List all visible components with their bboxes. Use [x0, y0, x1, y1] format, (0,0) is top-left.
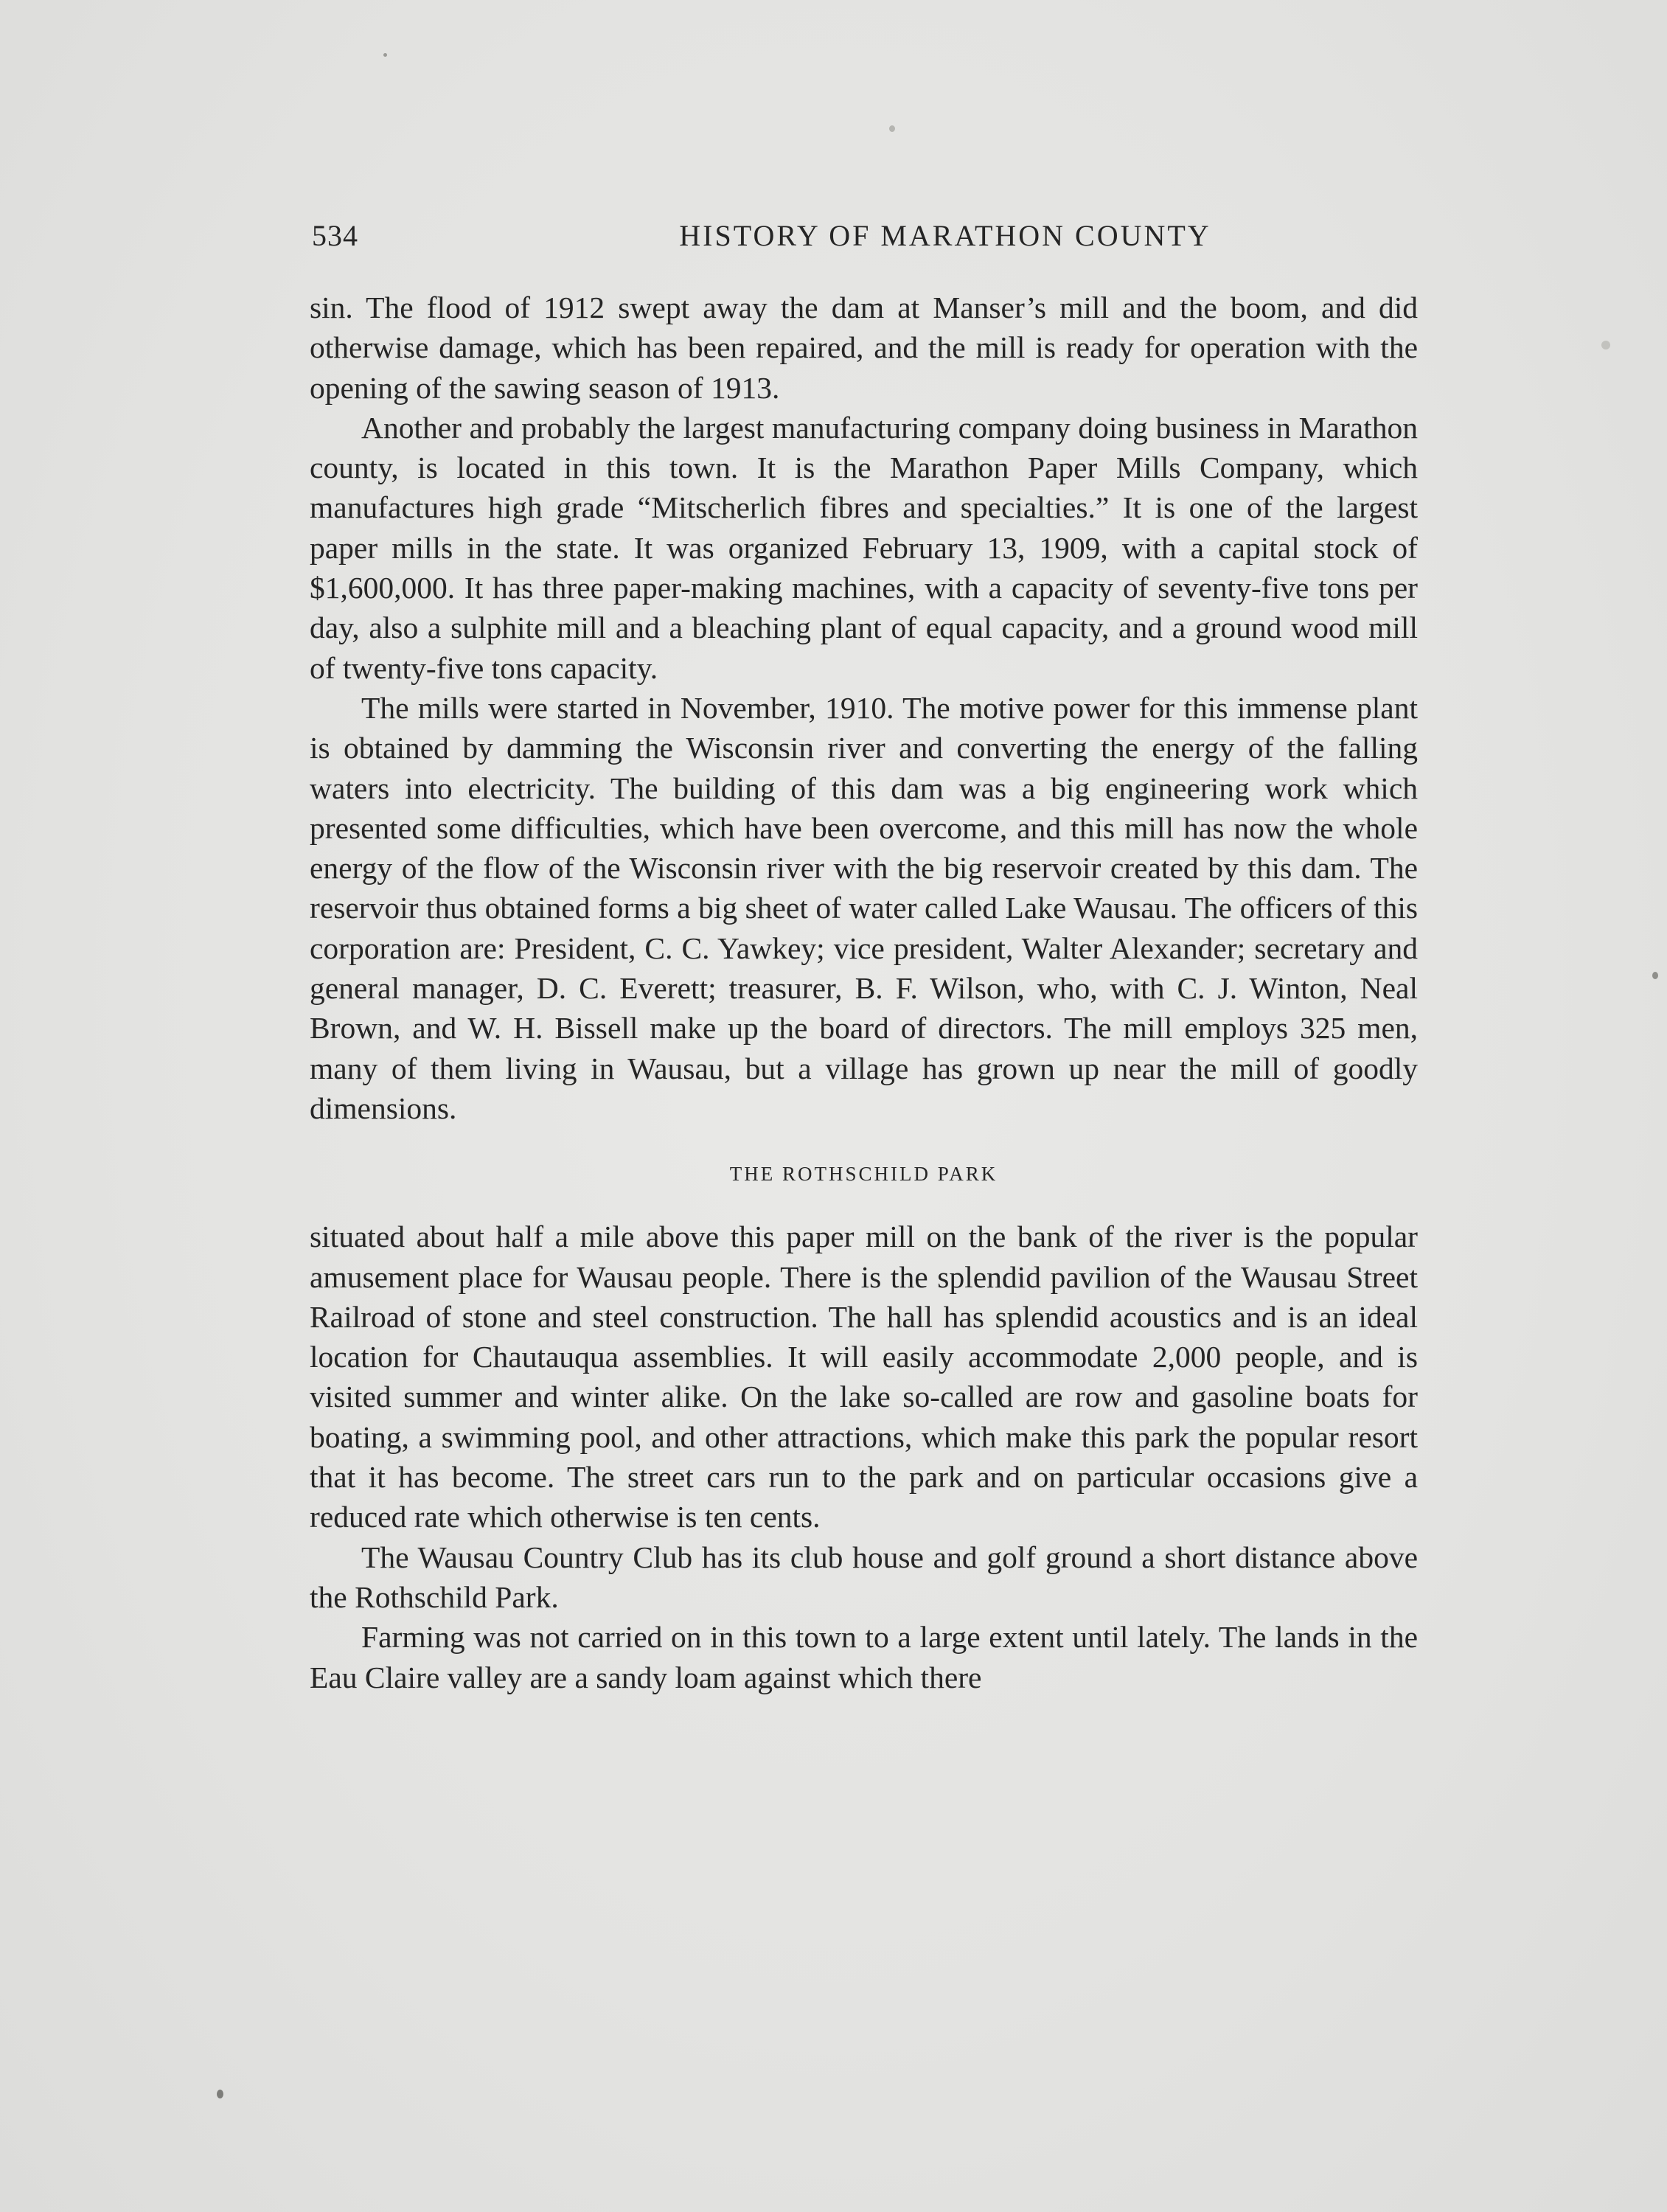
- paragraph: The mills were started in November, 1910. The motive power for this immense plant is obtained by damming the Wisconsin river and converting the energy of the falling waters into electricity. The building of this dam was a big engineering work which presented some difficulties, which have been overcome, and this mill has now the whole energy of the flow of the Wisconsin river with the big reservoir created by this dam. The reservoir thus obtained forms a big sheet of water called Lake Wausau. The officers of this corporation are: President, C. C. Yawkey; vice president, Walter Alexander; secretary and general manager, D. C. Everett; treasurer, B. F. Wilson, who, with C. J. Winton, Neal Brown, and W. H. Bissell make up the board of directors. The mill employs 325 men, many of them living in Wausau, but a village has grown up near the mill of goodly dimensions.: [310, 690, 1418, 1125]
- page-header: [312, 218, 1418, 262]
- paper-speck: [383, 53, 387, 57]
- paper-speck: [1652, 972, 1658, 979]
- paper-speck: [1601, 341, 1610, 349]
- section-heading: THE ROTHSCHILD PARK: [729, 1163, 998, 1186]
- paragraph: Another and probably the largest manufacturing company doing business in Marathon county, is located in this town. It is the Marathon Paper Mills Company, which manufactures high grade “Mitscherlich fibres and specialties.” It is one of the largest paper mills in the state. It was organized February 13, 1909, with a capital stock of $1,600,000. It has three paper-making machines, with a capacity of seventy-five tons per day, also a sulphite mill and a bleaching plant of equal capacity, and a ground wood mill of twenty-five tons capacity.: [310, 410, 1418, 685]
- page-number: 534: [312, 219, 358, 252]
- paragraph: The Wausau Country Club has its club house and golf ground a short distance above the Rothschild Park.: [310, 1540, 1418, 1614]
- paper-speck: [889, 125, 895, 132]
- paragraph: sin. The flood of 1912 swept away the dam at Manser’s mill and the boom, and did otherwise damage, which has been repaired, and the mill is ready for operation with the opening of the sawing season of 1913.: [310, 291, 1418, 405]
- running-head: HISTORY OF MARATHON COUNTY: [679, 219, 1211, 252]
- paragraph: Farming was not carried on in this town to a large extent until lately. The lands in the Eau Claire valley are a sandy loam against which there: [310, 1620, 1418, 1694]
- body-text: [310, 288, 1418, 1697]
- paragraph: situated about half a mile above this paper mill on the bank of the river is the popular amusement place for Wausau people. There is the splendid pavilion of the Wausau Street Railroad of stone and steel construction. The hall has splendid acoustics and is an ideal location for Chautauqua assemblies. It will easily accommodate 2,000 people, and is visited summer and winter alike. On the lake so-called are row and gasoline boats for boating, a swimming pool, and other attractions, which make this park the popular resort that it has become. The street cars run to the park and on particular occasions give a reduced rate which otherwise is ten cents.: [310, 1220, 1418, 1534]
- paper-speck: [217, 2090, 223, 2098]
